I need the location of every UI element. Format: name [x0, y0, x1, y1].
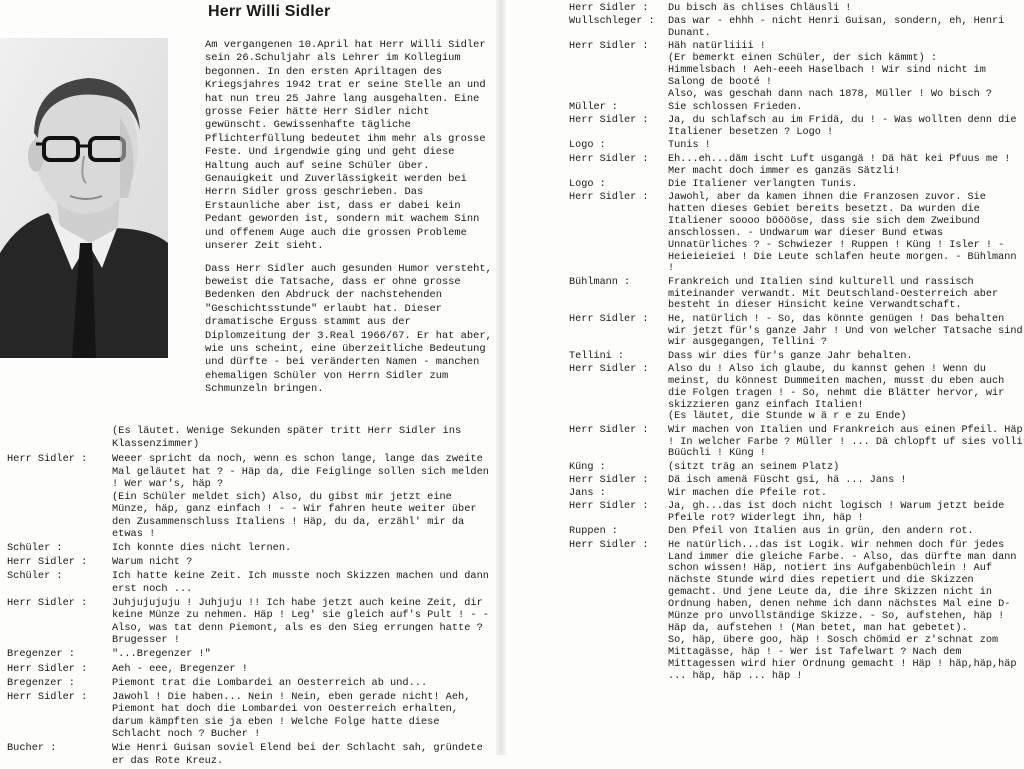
- dialogue-line: [7, 556, 495, 569]
- speech: Eh...eh...däm ischt Luft usgangä ! Dä hät kei Pfuus me ! Mer macht doch immer es ganzäs Sätzli!: [668, 153, 1011, 177]
- speech: Frankreich und Italien sind kulturell und rassisch miteinander verwandt. Mit Deutschland-Oesterreich aber besteht in dieser Hinsicht keine Verwandtschaft.: [668, 276, 999, 312]
- dialogue-line: [569, 3, 1024, 15]
- speaker: Bucher :: [7, 742, 57, 755]
- speaker: Herr Sidler :: [569, 115, 649, 127]
- book-spine: [496, 0, 506, 755]
- dialogue-line: [569, 192, 1024, 275]
- speech: Tunis !: [668, 140, 711, 152]
- speech: Wir machen die Pfeile rot.: [668, 488, 827, 500]
- speaker: Herr Sidler :: [569, 153, 649, 165]
- speaker: Ruppen :: [569, 526, 618, 538]
- dialogue-line: [569, 526, 1024, 538]
- dialogue-line: [569, 179, 1024, 191]
- speaker: Bühlmann :: [569, 276, 631, 288]
- speech: Warum nicht ?: [112, 556, 193, 569]
- speech: He, natürlich ! - So, das könnte genügen ! Das behalten wir jetzt für's ganze Jahr ! Und von welcher Tatsache sind wir ausgegangen, Tellini ?: [668, 313, 1023, 349]
- speech: Juhjujujuju ! Juhjuju !! Ich habe jetzt auch keine Zeit, dir keine Münze zu nehmen. Häp ! Leg' sie gleich auf's Pult ! - - Also, was tat denn Piemont, als es den Sieg errungen hatte ? Brugesser !: [112, 596, 489, 647]
- speaker: Herr Sidler :: [569, 41, 649, 53]
- dialogue-line: [569, 488, 1024, 500]
- speech: Wir machen von Italien und Frankreich aus einen Pfeil. Häp ! In welcher Farbe ? Müller ! ... Dä chlopft uf sies volli Büüchli ! Küng !: [668, 424, 1023, 460]
- speaker: Schüler :: [7, 570, 63, 583]
- speech: Das war - ehhh - nicht Henri Guisan, sondern, eh, Henri Dunant.: [668, 16, 1005, 40]
- speech: "...Bregenzer !": [112, 648, 211, 661]
- speaker: Herr Sidler :: [569, 191, 649, 203]
- speaker: Herr Sidler :: [7, 662, 88, 675]
- dialogue-line: [7, 663, 495, 676]
- speech: Weeer spricht da noch, wenn es schon lange, lange das zweite Mal geläutet hat ? - Häp da, die Feiglinge sollen sich melden ! Wer war's, häp ? (Ein Schüler meldet sich) Also, du gibst mir jetzt eine Münze, häp, ganz einfach ! - - Wir fahren heute weiter über den Zusammenschluss Italiens ! Häp, du da, erzähl' mir da etwas !: [112, 453, 489, 540]
- speaker: Küng :: [569, 461, 606, 473]
- speaker: Herr Sidler :: [569, 3, 649, 14]
- dialogue-line: [569, 314, 1024, 350]
- portrait-photo: [0, 38, 168, 358]
- article-intro: [205, 39, 495, 406]
- dialogue-line: [569, 462, 1024, 474]
- speaker: Herr Sidler :: [7, 453, 88, 465]
- intro-paragraph: Am vergangenen 10.April hat Herr Willi Sidler sein 26.Schuljahr als Lehrer im Kollegium begonnen. In den ersten Apriltagen des Kriegsjahres 1942 trat er seine Stelle an und hat nun treu 25 Jahre lang ausgehalten. Eine grosse Feier hätte Herr Sidler nicht gewünscht. Gewissenhafte tägliche Pflichterfüllung bedeutet ihm mehr als grosse Feste. Und irgendwie ging und geht diese Haltung auch auf seine Schüler über. Genauigkeit und Zuverlässigkeit werden bei Herrn Sidler gross geschrieben. Das Erstaunliche aber ist, dass er dabei kein Pedant geworden ist, sondern mit wachem Sinn und offenem Auge auch die grossen Probleme unserer Zeit sieht.: [205, 39, 486, 253]
- dialogue-line: [7, 542, 495, 555]
- dialogue-line: [569, 540, 1024, 683]
- dialogue-line: [7, 691, 495, 741]
- speech: Also du ! Also ich glaube, du kannst gehen ! Wenn du meinst, du könnest Dummeiten machen, musst du eben auch die Folgen tragen ! - So, nehmt die Blätter hervor, wir skizzieren ganz einfach Italien! (Es läutet, die Stunde w ä r e zu Ende): [668, 363, 1005, 423]
- speech: Piemont trat die Lombardei an Oesterreich ab und...: [112, 676, 428, 689]
- dialogue-line: [569, 154, 1024, 178]
- speech: Häh natürliiii ! (Er bemerkt einen Schüler, der sich kämmt) : Himmelsbach ! Aeh-eeeh Haselbach ! Wir sind nicht im Salong de booté ! Also, was geschah dann nach 1878, Müller ! Wo bisch ?: [668, 41, 993, 100]
- article-title: Herr Willi Sidler: [208, 3, 331, 20]
- speech: Aeh - eee, Bregenzer !: [112, 662, 248, 675]
- speech: He natürlich...das ist Logik. Wir nehmen doch für jedes Land immer die gleiche Farbe. - Also, das dürfte man dann schon wissen! Häp, notiert ins Aufgabenbüchlein ! Auf nächste Stunde wird dies repetiert und die Skizzen gemacht. Und jene Leute da, die ihre Skizzen nicht in Ordnung haben, denen nehme ich dann nächstes Mal eine D-Münze pro unvollständige Skizze. - So, aufstehen, häp ! Häp da, aufstehen ! (Man betet, man hat gebetet). So, häp, übere goo, häp ! Sosch chömid er z'schnat zom Mittagässe, häp ! - Wer ist Tafelwart ? Nach dem Mittagessen wird hier Ordnung gemacht ! Häp ! häp,häp,häp ... häp, häp ... häp !: [668, 539, 1017, 682]
- intro-paragraph: Dass Herr Sidler auch gesunden Humor versteht, beweist die Tatsache, dass er ohne grosse Bedenken den Abdruck der nachstehenden "Geschichtsstunde" erlaubt hat. Dieser dramatische Erguss stammt aus der Diplomzeitung der 3.Real 1966/67. Er hat aber, wie uns scheint, eine überzeitliche Bedeutung und dürfte - bei veränderten Namen - manchen ehemaligen Schüler von Herrn Sidler zum Schmunzeln bringen.: [205, 262, 492, 396]
- dialogue-line: [7, 742, 495, 767]
- speaker: Herr Sidler :: [569, 424, 649, 436]
- speech: Sie schlossen Frieden.: [668, 102, 803, 114]
- speaker: Bregenzer :: [7, 648, 75, 661]
- dialogue-line: [569, 425, 1024, 461]
- speaker: Wullschleger :: [569, 16, 655, 28]
- dialogue-line: [7, 453, 495, 541]
- dialogue-line: [7, 570, 495, 595]
- dialogue-right: [569, 3, 1024, 684]
- speech: Dä isch amenä Füscht gsi, hä ... Jans !: [668, 474, 907, 486]
- dialogue-line: [569, 102, 1024, 114]
- speaker: Herr Sidler :: [569, 313, 649, 325]
- speaker: Herr Sidler :: [569, 474, 649, 486]
- speech: Die Italiener verlangten Tunis.: [668, 178, 858, 190]
- dialogue-line: [7, 597, 495, 647]
- speech: Dass wir dies für's ganze Jahr behalten.: [668, 350, 913, 362]
- speaker: Schüler :: [7, 542, 63, 555]
- dialogue-line: [569, 501, 1024, 525]
- portrait-image: [0, 38, 168, 358]
- dialogue-line: [569, 475, 1024, 487]
- speaker: Herr Sidler :: [569, 539, 649, 551]
- speech: Ich konnte dies nicht lernen.: [112, 542, 292, 555]
- speech: Den Pfeil von Italien aus in grün, den andern rot.: [668, 526, 974, 538]
- speaker: Herr Sidler :: [7, 690, 88, 703]
- speaker: Tellini :: [569, 350, 625, 362]
- dialogue-left: [7, 453, 495, 769]
- dialogue-line: [569, 277, 1024, 313]
- speaker: Herr Sidler :: [569, 363, 649, 375]
- dialogue-line: [569, 41, 1024, 101]
- dialogue-line: [7, 648, 495, 661]
- speech: Jawohl, aber da kamen ihnen die Franzosen zuvor. Sie hatten dieses Gebiet bereits besetzt. Da wurden die Italiener soooo bööööse, dass sie sich dem Zweibund anschlossen. - Undwarum war dieser Bund etwas Unnatürliches ? - Schwiezer ! Ruppen ! Küng ! Isler ! - Heieieieiei ! Die Leute schlafen heute morgen. - Bühlmann !: [668, 191, 1017, 275]
- speaker: Bregenzer :: [7, 676, 75, 689]
- dialogue-line: [569, 140, 1024, 152]
- stage-direction: (Es läutet. Wenige Sekunden später tritt Herr Sidler ins Klassenzimmer): [112, 425, 462, 450]
- speaker: Logo :: [569, 178, 606, 190]
- dialogue-line: [569, 364, 1024, 424]
- speech: Wie Henri Guisan soviel Elend bei der Schlacht sah, gründete er das Rote Kreuz.: [112, 742, 483, 767]
- dialogue-line: [569, 16, 1024, 40]
- speech: Du bisch äs chlises Chläusli !: [668, 3, 852, 14]
- speaker: Herr Sidler :: [569, 501, 649, 513]
- speaker: Logo :: [569, 140, 606, 152]
- speech: Ich hatte keine Zeit. Ich musste noch Skizzen machen und dann erst noch ...: [112, 570, 489, 595]
- speaker: Herr Sidler :: [7, 556, 88, 569]
- speech: Jawohl ! Die haben... Nein ! Nein, eben gerade nicht! Aeh, Piemont hat doch die Lombardei von Oesterreich erhalten, darum kämpften sie ja eben ! Welche Folge hatte diese Schlacht noch ? Bucher !: [112, 690, 471, 741]
- dialogue-line: [569, 351, 1024, 363]
- speaker: Jans :: [569, 488, 606, 500]
- speaker: Müller :: [569, 102, 618, 114]
- left-page: [0, 0, 496, 767]
- speaker: Herr Sidler :: [7, 596, 88, 609]
- speech: (sitzt träg an seinem Platz): [668, 461, 840, 473]
- dialogue-line: [7, 677, 495, 690]
- dialogue-line: [569, 115, 1024, 139]
- speech: Ja, du schlafsch au im Fridä, du ! - Was wollten denn die Italiener besetzen ? Logo !: [668, 115, 1017, 139]
- speech: Ja, gh...das ist doch nicht logisch ! Warum jetzt beide Pfeile rot? Widerlegt ihn, häp !: [668, 501, 1005, 525]
